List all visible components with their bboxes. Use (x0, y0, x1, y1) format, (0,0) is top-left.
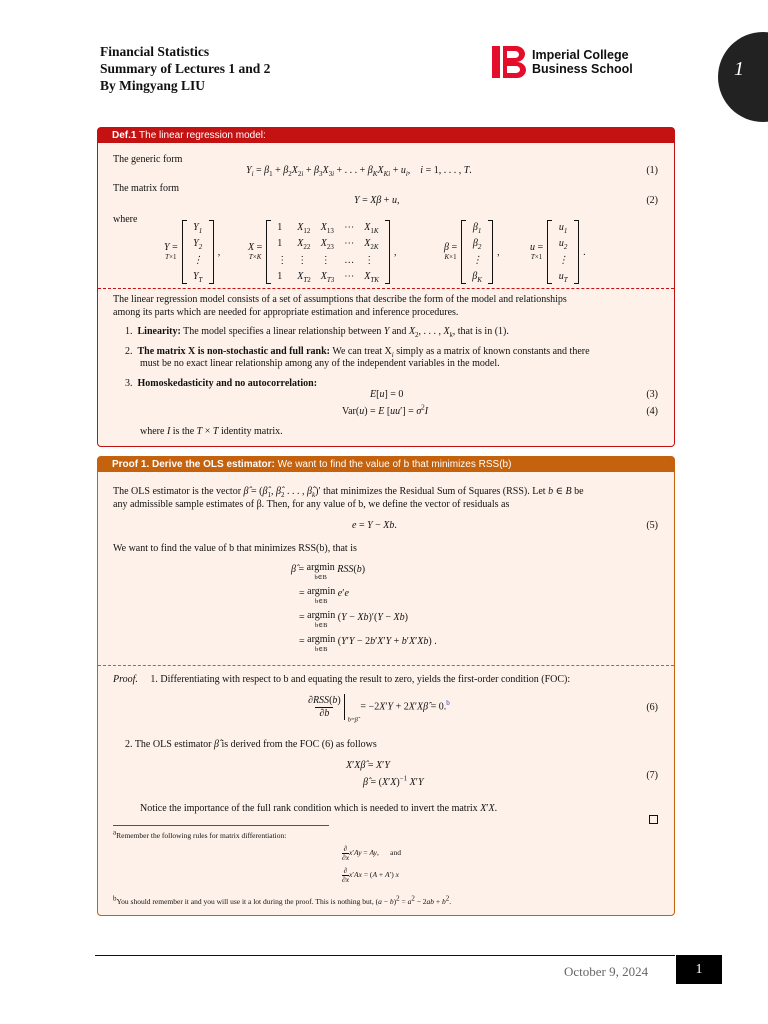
assumptions-paragraph: The linear regression model consists of a set of assumptions that describe the form of the model and relationships among its parts which are needed for appropriate estimation and inference procedures. (113, 294, 567, 318)
matrix-X: X = T×K 1 $X_{12}$ $X_{13}$ ⋯ $X_{1K}$ 1 $X_{22}$ $X_{23}$ ⋯ $X_{2K}$ ⋮ ⋮ ⋮ … ⋮ 1 $X_{T2}$ $X_{T3}$ ⋯ $X_{TK}$ , (248, 222, 397, 284)
logo-mark-icon (492, 44, 528, 80)
matrix-equation: Y = Xβ + u, (354, 195, 400, 206)
eq3: E[u] = 0 (370, 389, 404, 400)
proof-title: Proof 1. Derive the OLS estimator: We want to find the value of b that minimizes RSS(b) (98, 457, 674, 472)
divider (98, 288, 674, 289)
proof-divider (98, 665, 674, 666)
footer-rule (95, 955, 675, 956)
lecture-subtitle: Summary of Lectures 1 and 2 (100, 61, 271, 76)
assumption-full-rank-line2: must be no exact linear relationship among any of the independent variables in the model. (140, 358, 500, 369)
definition-title: Def.1 The linear regression model: (98, 128, 674, 143)
identity-note: where I is the T × T identity matrix. (140, 426, 283, 437)
ols-intro: The OLS estimator is the vector β̂ = ($\betâ_1$, $\betâ_2$ . . . , $\betâ_k)'$ that minimizes the Residual Sum of Squares (RSS). Let b ∈ B be (113, 486, 584, 499)
matrix-beta: β = K×1 $\beta_1$ $\beta_2$ ⋮ $\beta_K$ , (444, 222, 500, 284)
generic-equation: $Y_i = \beta_1 + \beta_2X_{2i} + \beta_3X_{3i}$ + . . . + $\beta_KX_{Ki} + u_i$, i = 1, . . . , T. (246, 165, 472, 178)
full-rank-notice: Notice the importance of the full rank condition which is needed to invert the matrix X′X. (140, 803, 498, 814)
footnote-b: $^b$You should remember it and you will use it a lot during the proof. This is nothing but, $(a - b)^2 = a^2 - 2ab + b^2$. (113, 894, 452, 906)
page-number: 1 (676, 955, 722, 984)
course-title: Financial Statistics (100, 44, 210, 59)
document-header (100, 43, 270, 94)
ols-intro-line2: any admissible sample estimates of β. Then, for any value of b, we define the vector of residuals as (113, 499, 510, 510)
chapter-number: 1 (734, 58, 744, 80)
footnote-rule (113, 825, 329, 826)
eq5: e = Y − Xb. (352, 520, 397, 531)
imperial-logo (492, 44, 633, 80)
footnote-a: $^a$Remember the following rules for matrix differentiation: (113, 828, 287, 840)
assumption-full-rank: 2. The matrix X is non-stochastic and full rank: We can treat $X_i$ simply as a matrix of known constants and there (125, 346, 590, 359)
proof-box (97, 456, 675, 916)
proof-step1: Proof. 1. Differentiating with respect to b and equating the result to zero, yields the first-order condition (FOC): (113, 674, 571, 685)
footnote-a-rule1: ∂ ∂xx′Ay = Ay, and (342, 844, 401, 862)
qed-symbol-icon (649, 815, 658, 824)
generic-form-label: The generic form (113, 154, 183, 165)
author-line: By Mingyang LIU (100, 78, 206, 93)
footer-date: October 9, 2024 (564, 964, 649, 979)
footnote-a-rule2: ∂ ∂xx′Ax = (A + A′) x (342, 866, 399, 884)
eq4-tag: (4) (646, 406, 658, 417)
eq6: ∂RSS(b) $\partial b_{b=\betâ} = -2X'Y$ + 2X′Xβ̂ = 0.$^b$ (308, 694, 450, 724)
minimize-statement: We want to find the value of b that minimizes RSS(b), that is (113, 543, 357, 554)
eq2-tag: (2) (646, 195, 658, 206)
eq6-tag: (6) (646, 702, 658, 713)
eq3-tag: (3) (646, 389, 658, 400)
proof-step2: 2. The OLS estimator β̂ is derived from the FOC (6) as follows (125, 739, 377, 750)
eq1-tag: (1) (646, 165, 658, 176)
chapter-tab (718, 32, 768, 122)
eq5-tag: (5) (646, 520, 658, 531)
logo-line2: Business School (532, 62, 633, 76)
assumption-homoskedasticity: 3. Homoskedasticity and no autocorrelation: (125, 378, 318, 389)
matrix-Y: Y = T×1 $Y_1$ $Y_2$ ⋮ $Y_T$ , (164, 222, 221, 284)
logo-line1: Imperial College (532, 48, 629, 62)
matrix-form-label: The matrix form (113, 183, 180, 194)
argmin-derivation: β̂ = argmin b∈B RSS(b) = argmin b∈B e′e = argmin b∈B (Y − Xb)′(Y − Xb) = argmin b∈B (Y′Y − 2b′X′Y + b′X′Xb) . (291, 562, 437, 653)
definition-box (97, 127, 675, 447)
where-label: where (113, 214, 138, 225)
assumption-linearity: 1. Linearity: The model specifies a linear relationship between Y and $X_2$, . . . , $X_k$, that is in (1). (125, 326, 509, 339)
eq4: Var(u) = E $[uu'] = \sigma^2I$ (342, 403, 429, 417)
matrix-u: u = T×1 $u_1$ $u_2$ ⋮ $u_T$ . (530, 222, 586, 284)
eq7-tag: (7) (646, 770, 658, 781)
eq7: X′Xβ̂ = X′Y β̂ = $(X'X)^{-1}$ X′Y (346, 760, 424, 788)
